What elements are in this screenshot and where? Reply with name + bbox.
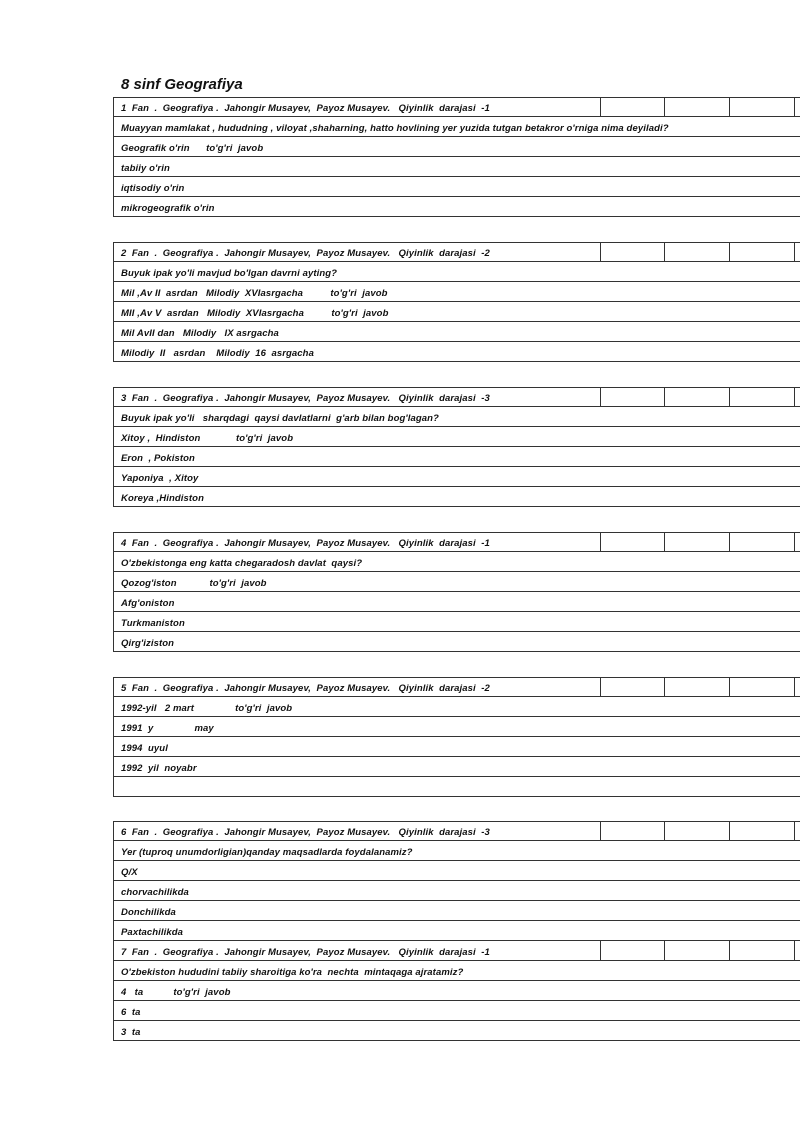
option-text: 3 ta <box>121 1027 141 1038</box>
question-header: 2 Fan . Geografiya . Jahongir Musayev, Payoz Musayev. Qiyinlik darajasi -2 <box>121 248 490 259</box>
option-row <box>114 572 800 592</box>
grade-cell <box>729 941 730 961</box>
question-header-row <box>114 677 800 697</box>
grade-cell <box>794 941 795 961</box>
grade-cell <box>600 678 601 697</box>
option-row <box>114 427 800 447</box>
question-text-row <box>114 407 800 427</box>
grade-cell <box>729 243 730 262</box>
option-row <box>114 861 800 881</box>
grade-cell <box>600 243 601 262</box>
option-row <box>114 881 800 901</box>
option-row <box>114 342 800 362</box>
grade-cell <box>664 678 665 697</box>
question-header-row <box>114 821 800 841</box>
option-text: Paxtachilikda <box>121 927 184 938</box>
question-text: Buyuk ipak yo'li mavjud bo'lgan davrni ayting? <box>121 268 338 279</box>
option-text: Q/X <box>121 867 138 878</box>
option-row <box>114 717 800 737</box>
question-header: 1 Fan . Geografiya . Jahongir Musayev, Payoz Musayev. Qiyinlik darajasi -1 <box>121 103 490 114</box>
question-block-1 <box>113 97 800 217</box>
grade-cell <box>794 243 795 262</box>
question-text-row <box>114 841 800 861</box>
grade-cell <box>600 533 601 552</box>
question-text: Yer (tuproq unumdorligian)qanday maqsadlarda foydalanamiz? <box>121 847 413 858</box>
option-text: MII ,Av V asrdan Milodiy XVIasrgacha to'g'ri javob <box>121 308 389 319</box>
option-row <box>114 137 800 157</box>
option-row <box>114 177 800 197</box>
question-header: 4 Fan . Geografiya . Jahongir Musayev, Payoz Musayev. Qiyinlik darajasi -1 <box>121 538 490 549</box>
grade-cell <box>794 678 795 697</box>
grade-cell <box>664 533 665 552</box>
option-text: Mil ,Av II asrdan Milodiy XVIasrgacha to'g'ri javob <box>121 288 388 299</box>
question-block-4 <box>113 532 800 652</box>
question-header-row <box>114 532 800 552</box>
grade-cell <box>729 388 730 407</box>
option-row <box>114 447 800 467</box>
grade-cell <box>794 388 795 407</box>
grade-cell <box>664 388 665 407</box>
question-text-row <box>114 961 800 981</box>
option-row <box>114 901 800 921</box>
option-text: Mil AvII dan Milodiy IX asrgacha <box>121 328 279 339</box>
question-text: O'zbekistonga eng katta chegaradosh davlat qaysi? <box>121 558 363 569</box>
option-text: 1992-yil 2 mart to'g'ri javob <box>121 703 293 714</box>
grade-cell <box>729 678 730 697</box>
grade-cell <box>729 533 730 552</box>
option-text: Turkmaniston <box>121 618 185 629</box>
option-text: Qirg'iziston <box>121 638 175 649</box>
grade-cell <box>729 822 730 841</box>
grade-cell <box>794 533 795 552</box>
option-row <box>114 757 800 777</box>
grade-cell <box>664 243 665 262</box>
grade-cell <box>664 822 665 841</box>
question-header-row <box>114 242 800 262</box>
option-row <box>114 322 800 342</box>
option-text: Afg'oniston <box>121 598 175 609</box>
option-text: 1991 y may <box>121 723 214 734</box>
option-row <box>114 302 800 322</box>
grade-cell <box>794 822 795 841</box>
option-text: tabiiy o'rin <box>121 163 170 174</box>
question-header-row <box>114 97 800 117</box>
option-row <box>114 467 800 487</box>
option-row <box>114 157 800 177</box>
option-text: 4 ta to'g'ri javob <box>121 987 231 998</box>
question-block-6 <box>113 821 800 1041</box>
option-row <box>114 487 800 507</box>
option-text: 1992 yil noyabr <box>121 763 197 774</box>
grade-cell <box>794 98 795 117</box>
option-text: chorvachilikda <box>121 887 189 898</box>
grade-cell <box>729 98 730 117</box>
question-header: 7 Fan . Geografiya . Jahongir Musayev, Payoz Musayev. Qiyinlik darajasi -1 <box>121 947 490 958</box>
question-text-row <box>114 262 800 282</box>
question-text-row <box>114 117 800 137</box>
option-text: Eron , Pokiston <box>121 453 195 464</box>
option-text: mikrogeografik o'rin <box>121 203 215 214</box>
option-text: 1994 uyul <box>121 743 168 754</box>
option-text: Milodiy II asrdan Milodiy 16 asrgacha <box>121 348 314 359</box>
question-block-2 <box>113 242 800 362</box>
option-row <box>114 921 800 941</box>
question-block-5 <box>113 677 800 797</box>
option-text: 6 ta <box>121 1007 141 1018</box>
option-row <box>114 1001 800 1021</box>
option-row <box>114 697 800 717</box>
option-row <box>114 197 800 217</box>
question-header: 5 Fan . Geografiya . Jahongir Musayev, Payoz Musayev. Qiyinlik darajasi -2 <box>121 683 490 694</box>
option-text: Geografik o'rin to'g'ri javob <box>121 143 264 154</box>
option-row <box>114 282 800 302</box>
grade-cell <box>600 822 601 841</box>
question-header-row <box>114 387 800 407</box>
option-row <box>114 737 800 757</box>
option-row <box>114 981 800 1001</box>
option-text: Yaponiya , Xitoy <box>121 473 199 484</box>
grade-cell <box>664 941 665 961</box>
option-text: Xitoy , Hindiston to'g'ri javob <box>121 433 294 444</box>
question-header: 3 Fan . Geografiya . Jahongir Musayev, Payoz Musayev. Qiyinlik darajasi -3 <box>121 393 490 404</box>
option-text: Koreya ,Hindiston <box>121 493 204 504</box>
grade-cell <box>600 388 601 407</box>
grade-cell <box>600 98 601 117</box>
option-row <box>114 1021 800 1041</box>
grade-cell <box>600 941 601 961</box>
option-text: iqtisodiy o'rin <box>121 183 185 194</box>
option-row <box>114 592 800 612</box>
option-text: Qozog'iston to'g'ri javob <box>121 578 267 589</box>
question-text: Muayyan mamlakat , hududning , viloyat ,shaharning, hatto hovlining yer yuzida tutgan betakror o'rniga nima deyiladi? <box>121 123 669 134</box>
question-text-row <box>114 552 800 572</box>
question-header-row <box>114 941 800 961</box>
page-title: 8 sinf Geografiya <box>121 76 243 93</box>
question-block-3 <box>113 387 800 507</box>
question-header: 6 Fan . Geografiya . Jahongir Musayev, Payoz Musayev. Qiyinlik darajasi -3 <box>121 827 490 838</box>
empty-row <box>114 777 800 797</box>
option-row <box>114 612 800 632</box>
question-text: Buyuk ipak yo'li sharqdagi qaysi davlatlarni g'arb bilan bog'lagan? <box>121 413 439 424</box>
question-text: O'zbekiston hududini tabiiy sharoitiga ko'ra nechta mintaqaga ajratamiz? <box>121 967 464 978</box>
option-row <box>114 632 800 652</box>
option-text: Donchilikda <box>121 907 176 918</box>
grade-cell <box>664 98 665 117</box>
